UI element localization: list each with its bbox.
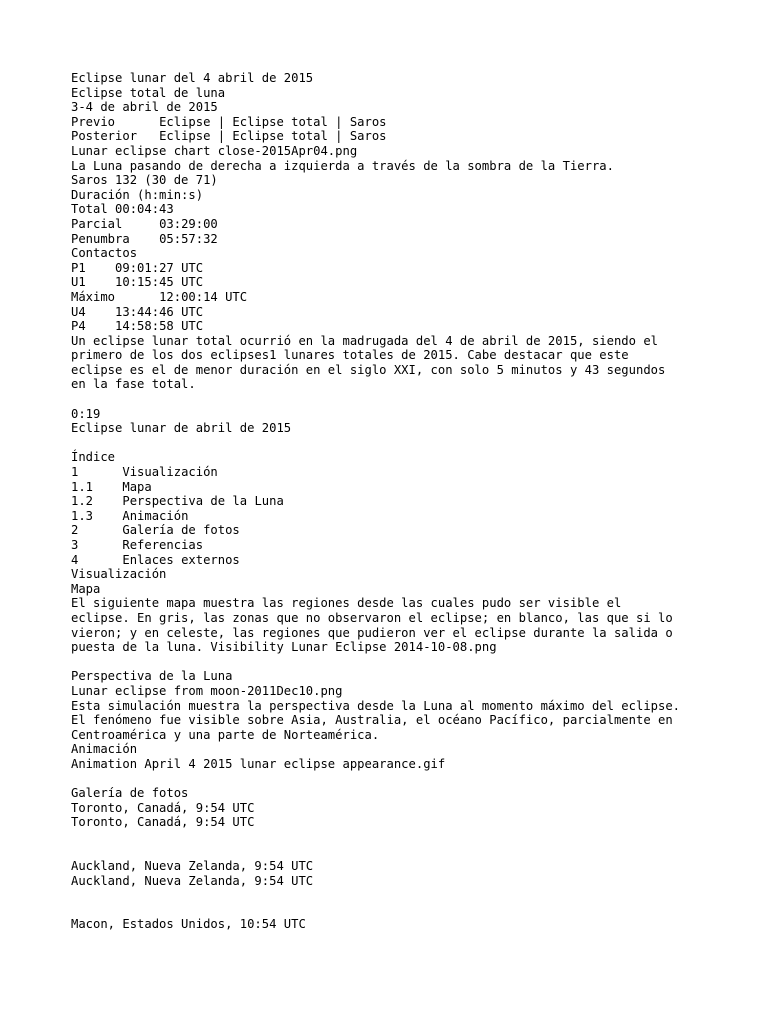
spacer xyxy=(71,655,731,670)
saros: Saros 132 (30 de 71) xyxy=(71,173,218,188)
prev-row xyxy=(71,115,731,130)
toc-item[interactable] xyxy=(71,538,731,553)
gallery-header: Galería de fotos xyxy=(71,786,189,801)
contact-row xyxy=(71,305,731,320)
toc-item-label: Visualización xyxy=(122,465,218,480)
toc-item[interactable] xyxy=(71,480,731,495)
toc-item-label: Enlaces externos xyxy=(122,552,240,567)
video-duration[interactable]: 0:19 xyxy=(71,406,101,421)
animation-file-link[interactable]: Animation April 4 2015 lunar eclipse appearance.gif xyxy=(71,756,446,771)
toc-item-number: 1.3 xyxy=(71,508,94,523)
gallery-caption: Toronto, Canadá, 9:54 UTC xyxy=(71,815,255,830)
intro-paragraph: Un eclipse lunar total ocurrió en la madrugada del 4 de abril de 2015, siendo el primero de los dos eclipses1 lunares totales de 2015. Cabe destacar que este eclipse es el de menor duración en el siglo XXI, con solo 5 minutos y 43 segundos en la fase total. xyxy=(71,333,666,392)
next-label: Posterior xyxy=(71,129,138,144)
duration-penumbral-value: 05:57:32 xyxy=(159,231,218,246)
map-paragraph: El siguiente mapa muestra las regiones desde las cuales pudo ser visible el eclipse. En gris, las zonas que no observaron el eclipse; en blanco, las que si lo vieron; y en celeste, las regiones que pudieron ver el eclipse durante la salida o puesta de la luna. Visibility Lunar Eclipse 2014-10-08.png xyxy=(71,596,673,655)
document xyxy=(71,71,731,932)
spacer xyxy=(71,436,731,451)
duration-total xyxy=(71,202,731,217)
contact-label: Máximo xyxy=(71,289,116,304)
duration-header: Duración (h:min:s) xyxy=(71,187,204,202)
moon-perspective-header: Perspectiva de la Luna xyxy=(71,669,233,684)
eclipse-date: 3-4 de abril de 2015 xyxy=(71,100,218,115)
duration-partial xyxy=(71,217,731,232)
spacer xyxy=(71,392,731,407)
contact-row xyxy=(71,275,731,290)
next-links[interactable]: Eclipse | Eclipse total | Saros xyxy=(159,129,387,144)
map-header: Mapa xyxy=(71,581,101,596)
toc-item[interactable] xyxy=(71,553,731,568)
gallery-caption: Macon, Estados Unidos, 10:54 UTC xyxy=(71,917,306,932)
eclipse-type: Eclipse total de luna xyxy=(71,85,226,100)
spacer xyxy=(71,888,731,917)
visualization-header: Visualización xyxy=(71,567,167,582)
contact-row xyxy=(71,290,731,305)
animation-header: Animación xyxy=(71,742,138,757)
toc-item[interactable] xyxy=(71,465,731,480)
toc-item-number: 1.1 xyxy=(71,479,94,494)
contact-time: 09:01:27 UTC xyxy=(115,260,204,275)
contact-label: P1 xyxy=(71,260,86,275)
toc-item-label: Animación xyxy=(122,508,189,523)
duration-total-label: Total xyxy=(71,202,108,217)
toc-item[interactable] xyxy=(71,494,731,509)
toc-item-number: 4 xyxy=(71,552,79,567)
gallery-caption: Auckland, Nueva Zelanda, 9:54 UTC xyxy=(71,873,314,888)
contact-label: U1 xyxy=(71,275,86,290)
toc-item-label: Perspectiva de la Luna xyxy=(122,494,284,509)
moon-image-link[interactable]: Lunar eclipse from moon-2011Dec10.png xyxy=(71,683,343,698)
toc-item[interactable] xyxy=(71,523,731,538)
next-row xyxy=(71,129,731,144)
toc-item-number: 1.2 xyxy=(71,494,94,509)
toc-item-number: 1 xyxy=(71,465,79,480)
video-title: Eclipse lunar de abril de 2015 xyxy=(71,421,292,436)
gallery-caption: Toronto, Canadá, 9:54 UTC xyxy=(71,800,255,815)
spacer xyxy=(71,772,731,787)
toc-item-label: Mapa xyxy=(122,479,152,494)
toc-item-label: Referencias xyxy=(122,538,204,552)
contact-row xyxy=(71,319,731,334)
contact-label: P4 xyxy=(71,319,86,334)
image-caption: La Luna pasando de derecha a izquierda a través de la sombra de la Tierra. xyxy=(71,158,614,173)
duration-partial-label: Parcial xyxy=(71,216,123,231)
contact-label: U4 xyxy=(71,304,86,319)
toc-header: Índice xyxy=(71,450,116,465)
prev-label: Previo xyxy=(71,114,116,129)
contact-time: 12:00:14 UTC xyxy=(159,289,248,304)
gallery-caption: Auckland, Nueva Zelanda, 9:54 UTC xyxy=(71,859,314,874)
contact-time: 13:44:46 UTC xyxy=(115,304,204,319)
contact-time: 14:58:58 UTC xyxy=(115,319,204,334)
image-file-link[interactable]: Lunar eclipse chart close-2015Apr04.png xyxy=(71,143,358,158)
duration-total-value: 00:04:43 xyxy=(115,202,174,217)
title: Eclipse lunar del 4 abril de 2015 xyxy=(71,71,314,85)
spacer xyxy=(71,830,731,859)
contact-time: 10:15:45 UTC xyxy=(115,275,204,290)
contact-row xyxy=(71,261,731,276)
toc-item-number: 3 xyxy=(71,538,79,552)
duration-penumbral-label: Penumbra xyxy=(71,231,130,246)
contacts-header: Contactos xyxy=(71,246,138,261)
toc-item[interactable] xyxy=(71,509,731,524)
duration-partial-value: 03:29:00 xyxy=(159,216,218,231)
duration-penumbral xyxy=(71,232,731,247)
toc-item-number: 2 xyxy=(71,523,79,538)
toc-item-label: Galería de fotos xyxy=(122,523,240,538)
prev-links[interactable]: Eclipse | Eclipse total | Saros xyxy=(159,114,387,129)
moon-paragraph: Esta simulación muestra la perspectiva desde la Luna al momento máximo del eclipse. El fenómeno fue visible sobre Asia, Australia, el océano Pacífico, parcialmente en Centroamérica y una parte de Norteamérica. xyxy=(71,698,681,742)
